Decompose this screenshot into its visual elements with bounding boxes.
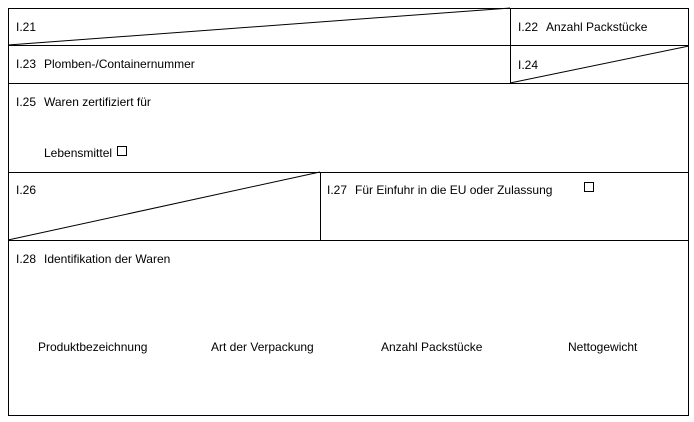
box-i27-code: I.27 xyxy=(327,183,348,197)
column-header-art-der-verpackung: Art der Verpackung xyxy=(211,340,314,354)
column-header-produktbezeichnung: Produktbezeichnung xyxy=(38,340,148,354)
box-i25-label: Waren zertifiziert für xyxy=(44,95,151,109)
box-i27 xyxy=(320,172,689,240)
box-i23 xyxy=(8,45,510,83)
eu-import-checkbox[interactable] xyxy=(584,182,594,192)
box-i23-label: Plomben-/Containernummer xyxy=(44,57,195,71)
lebensmittel-checkbox[interactable] xyxy=(117,146,127,156)
box-i22 xyxy=(510,8,689,45)
box-i23-code: I.23 xyxy=(16,57,37,71)
column-header-nettogewicht: Nettogewicht xyxy=(568,340,638,354)
box-i24-code: I.24 xyxy=(518,58,539,72)
column-header-anzahl-packstuecke: Anzahl Packstücke xyxy=(381,340,483,354)
box-i25-code: I.25 xyxy=(16,95,37,109)
box-i24 xyxy=(510,45,689,83)
box-i26-code: I.26 xyxy=(16,183,37,197)
box-i22-code: I.22 xyxy=(518,20,539,34)
box-i22-label: Anzahl Packstücke xyxy=(546,20,648,34)
box-i21 xyxy=(8,8,510,45)
box-i21-code: I.21 xyxy=(16,20,37,34)
box-i25 xyxy=(8,83,689,172)
lebensmittel-option-label: Lebensmittel xyxy=(44,146,113,160)
box-i27-label: Für Einfuhr in die EU oder Zulassung xyxy=(355,183,553,197)
box-i28-code: I.28 xyxy=(16,252,37,266)
box-i26 xyxy=(8,172,320,240)
box-i28 xyxy=(8,240,689,416)
box-i28-label: Identifikation der Waren xyxy=(44,252,171,266)
